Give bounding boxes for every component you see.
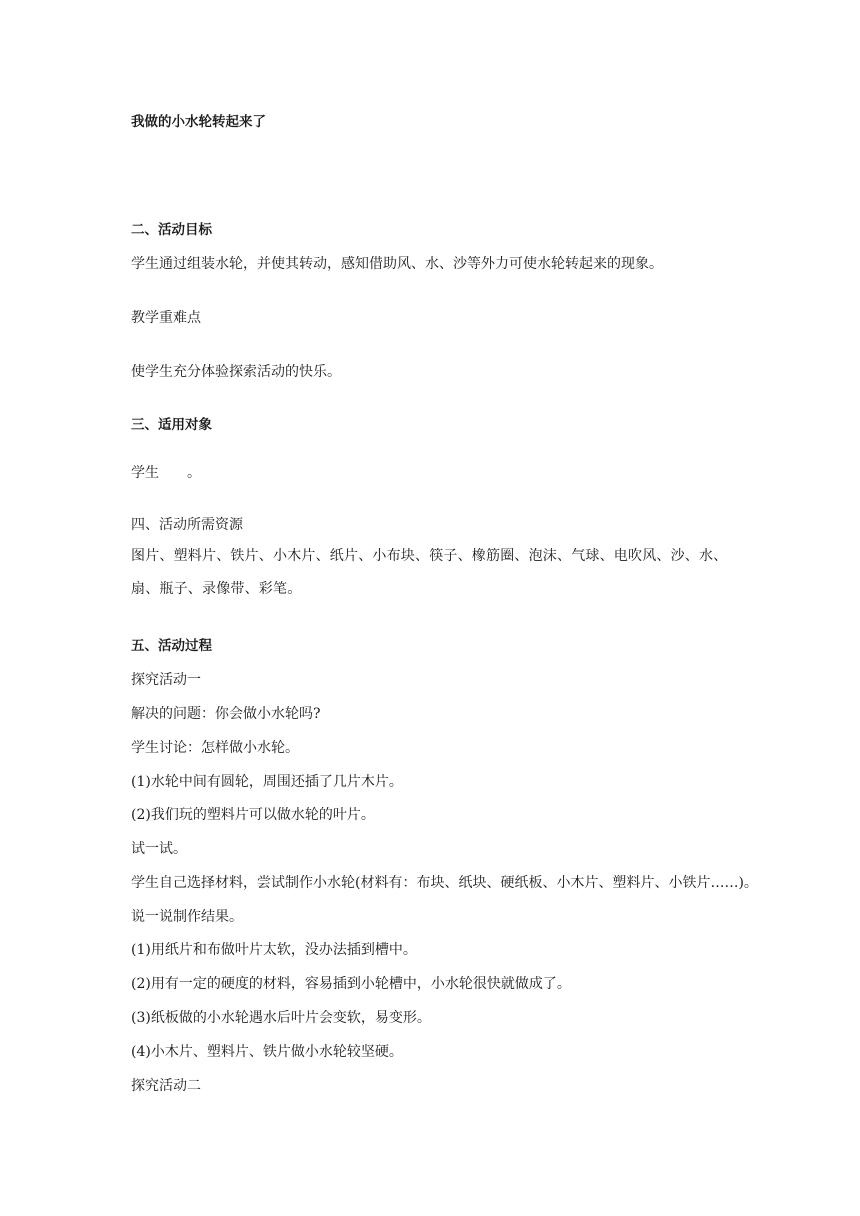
list-item: 探究活动二	[131, 1078, 201, 1094]
list-item: (1)水轮中间有圆轮，周围还插了几片木片。	[131, 774, 403, 790]
section-3-text: 学生 。	[131, 465, 201, 481]
list-item: 解决的问题：你会做小水轮吗?	[131, 706, 321, 722]
list-item: 试一试。	[131, 841, 187, 857]
section-5-heading: 五、活动过程	[131, 638, 212, 654]
section-4-text: 图片、塑料片、铁片、小木片、纸片、小布块、筷子、橡筋圈、泡沫、气球、电吹风、沙、水、扇、瓶子、录像带、彩笔。	[131, 548, 728, 597]
list-item: (1)用纸片和布做叶片太软，没办法插到槽中。	[131, 942, 417, 958]
list-item: 探究活动一	[131, 672, 201, 688]
key-points-text: 使学生充分体验探索活动的快乐。	[131, 364, 341, 380]
section-2-goal: 学生通过组装水轮，并使其转动，感知借助风、水、沙等外力可使水轮转起来的现象。	[131, 256, 663, 272]
list-item: (3)纸板做的小水轮遇水后叶片会变软，易变形。	[131, 1010, 431, 1026]
section-4-heading: 四、活动所需资源	[131, 517, 243, 533]
section-2-heading: 二、活动目标	[131, 222, 212, 238]
list-item: 说一说制作结果。	[131, 909, 243, 925]
list-item: (2)用有一定的硬度的材料，容易插到小轮槽中，小水轮很快就做成了。	[131, 976, 571, 992]
list-item: 学生自己选择材料，尝试制作小水轮(材料有：布块、纸块、硬纸板、小木片、塑料片、小铁片……)。	[131, 875, 758, 891]
list-item: (4)小木片、塑料片、铁片做小水轮较坚硬。	[131, 1044, 403, 1060]
section-3-heading: 三、适用对象	[131, 417, 212, 433]
list-item: (2)我们玩的塑料片可以做水轮的叶片。	[131, 807, 375, 823]
list-item: 学生讨论：怎样做小水轮。	[131, 740, 299, 756]
key-points-label: 教学重难点	[131, 310, 201, 326]
doc-title: 我做的小水轮转起来了	[131, 114, 266, 130]
